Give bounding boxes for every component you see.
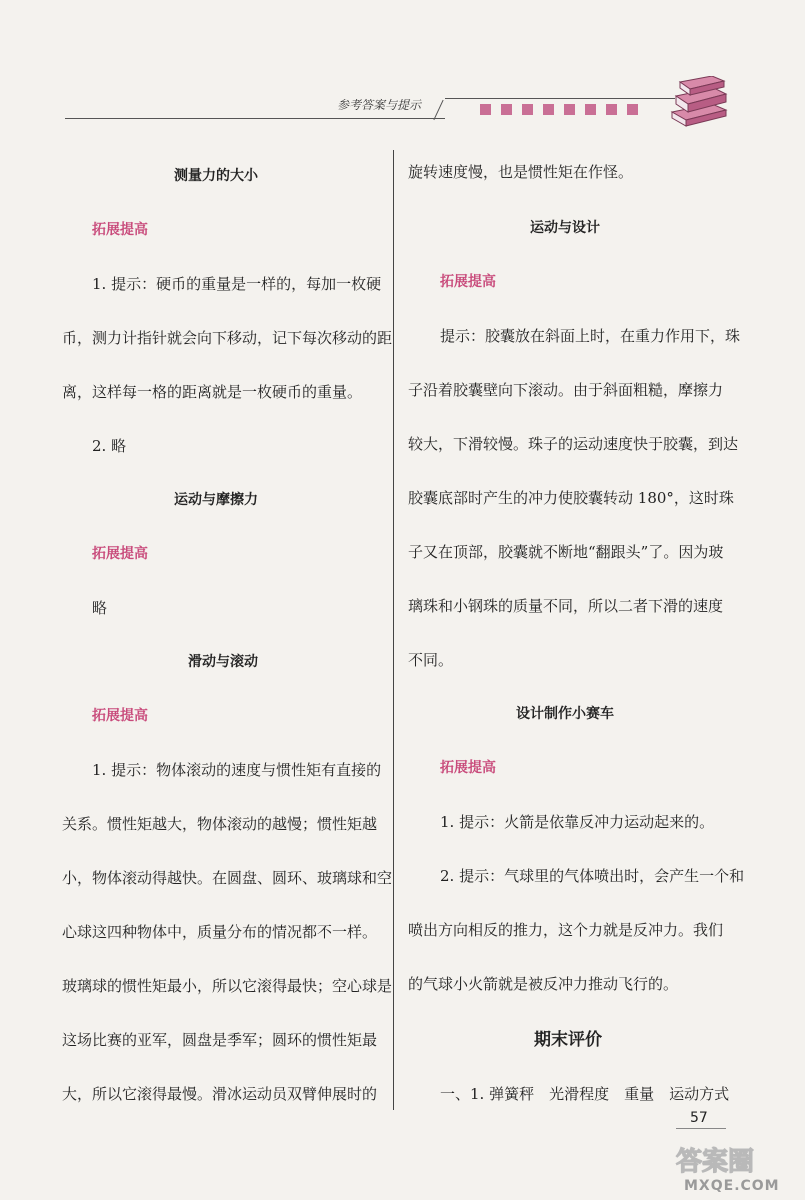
body-line: 2. 提示：气球里的气体喷出时，会产生一个和 [440, 867, 745, 885]
page-header [0, 0, 805, 140]
header-rule-upper [445, 98, 675, 99]
body-line: 子又在顶部，胶囊就不断地“翻跟头”了。因为玻 [408, 543, 724, 561]
column-divider [393, 150, 394, 1110]
square [501, 104, 512, 115]
section-subheading: 拓展提高 [92, 222, 148, 238]
square [585, 104, 596, 115]
watermark-text: MXQE.COM [684, 1178, 780, 1194]
square [480, 104, 491, 115]
section-heading: 运动与摩擦力 [174, 492, 258, 508]
body-line: 较大，下滑较慢。珠子的运动速度快于胶囊，到达 [408, 435, 739, 453]
body-line: 不同。 [408, 651, 454, 669]
body-line: 提示：胶囊放在斜面上时，在重力作用下，珠 [440, 327, 741, 345]
body-line: 关系。惯性矩越大，物体滚动的越慢；惯性矩越 [62, 815, 378, 833]
square [627, 104, 638, 115]
body-line: 的气球小火箭就是被反冲力推动飞行的。 [408, 975, 679, 993]
header-rule [65, 118, 445, 119]
body-line: 玻璃球的惯性矩最小，所以它滚得最快；空心球是 [62, 977, 393, 995]
section-heading: 期末评价 [534, 1030, 602, 1050]
svg-text:答案圈: 答案圈 [676, 1147, 755, 1177]
square [606, 104, 617, 115]
body-line: 这场比赛的亚军，圆盘是季军；圆环的惯性矩最 [62, 1031, 378, 1049]
body-line: 大，所以它滚得最慢。滑冰运动员双臂伸展时的 [62, 1085, 378, 1103]
page-number: 57 [690, 1110, 708, 1126]
body-line: 1. 提示：硬币的重量是一样的，每加一枚硬 [92, 275, 382, 293]
body-line: 璃珠和小钢珠的质量不同，所以二者下滑的速度 [408, 597, 724, 615]
section-subheading: 拓展提高 [92, 546, 148, 562]
section-heading: 滑动与滚动 [188, 654, 258, 670]
body-line: 旋转速度慢，也是惯性矩在作怪。 [408, 163, 634, 181]
body-line: 币，测力计指针就会向下移动，记下每次移动的距 [62, 329, 393, 347]
page-number-rule [676, 1128, 726, 1129]
books-icon [668, 76, 730, 132]
square [543, 104, 554, 115]
square [564, 104, 575, 115]
header-title: 参考答案与提示 [337, 98, 422, 112]
square [522, 104, 533, 115]
body-line: 1. 提示：火箭是依靠反冲力运动起来的。 [440, 813, 715, 831]
body-line: 一、1. 弹簧秤 光滑程度 重量 运动方式 [440, 1085, 730, 1103]
section-heading: 测量力的大小 [174, 168, 258, 184]
body-line: 胶囊底部时产生的冲力使胶囊转动 180°，这时珠 [408, 489, 734, 507]
body-line: 略 [92, 599, 108, 617]
body-line: 子沿着胶囊壁向下滚动。由于斜面粗糙，摩擦力 [408, 381, 724, 399]
header-squares [480, 104, 638, 115]
section-heading: 运动与设计 [530, 220, 600, 236]
section-subheading: 拓展提高 [440, 274, 496, 290]
body-line: 小，物体滚动得越快。在圆盘、圆环、玻璃球和空 [62, 869, 393, 887]
body-line: 喷出方向相反的推力，这个力就是反冲力。我们 [408, 921, 724, 939]
body-line: 心球这四种物体中，质量分布的情况都不一样。 [62, 923, 378, 941]
body-line: 离，这样每一格的距离就是一枚硬币的重量。 [62, 383, 363, 401]
body-line: 2. 略 [92, 437, 127, 455]
body-line: 1. 提示：物体滚动的速度与惯性矩有直接的 [92, 761, 382, 779]
section-subheading: 拓展提高 [440, 760, 496, 776]
section-heading: 设计制作小赛车 [516, 706, 614, 722]
section-subheading: 拓展提高 [92, 708, 148, 724]
